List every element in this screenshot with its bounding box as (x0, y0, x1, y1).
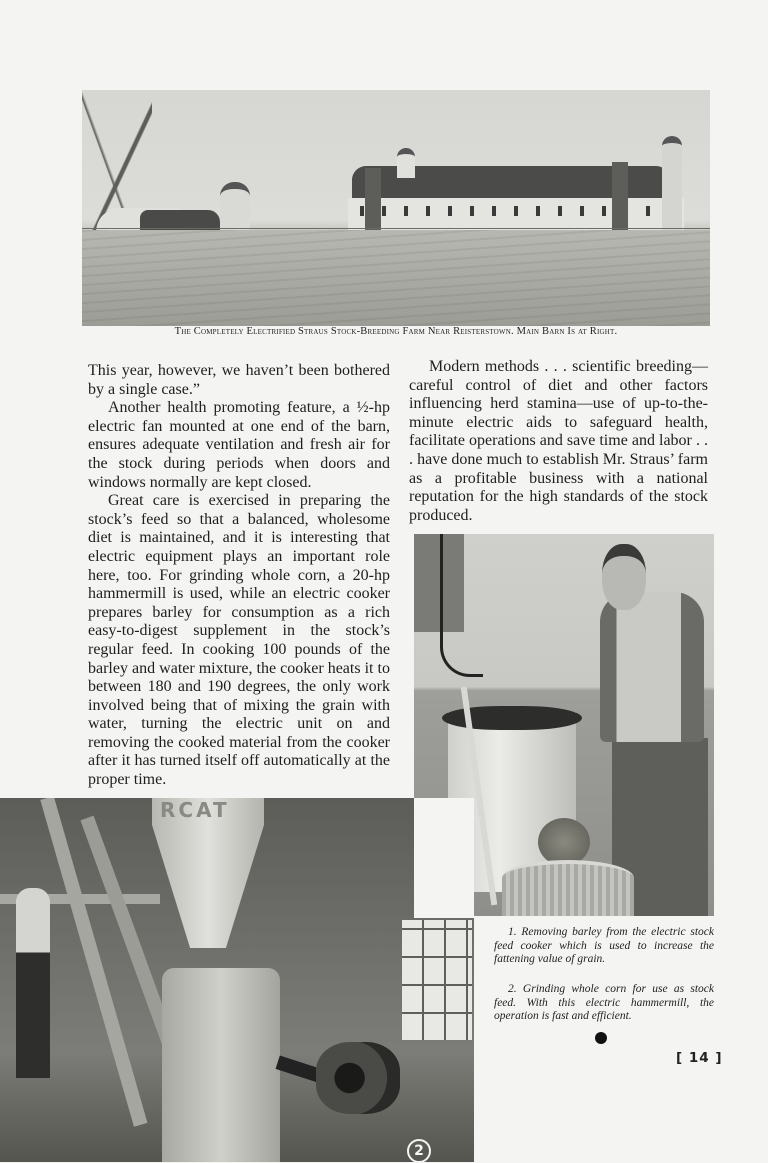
chimney (612, 162, 628, 234)
article-column-left (88, 362, 390, 790)
worker-torso (600, 592, 704, 742)
feed-tub (502, 860, 634, 916)
farm-photo (82, 90, 710, 326)
paragraph: Another health promoting feature, a ½-hp electric fan mounted at one end of the barn, ensures adequate ventilation and fresh air for the stock during periods when doors and windows normally are kept closed. (88, 399, 390, 491)
main-barn-wall (348, 198, 684, 232)
silo (662, 136, 682, 239)
photo-number-badge-1: 1 (443, 866, 467, 890)
field (82, 230, 710, 326)
barn-window (402, 920, 472, 1040)
page-margin (414, 798, 474, 918)
article-column-right (409, 358, 708, 525)
worker-head (602, 544, 646, 610)
power-cable (440, 534, 483, 677)
paragraph: Great care is exercised in preparing the stock’s feed so that a balanced, wholesome diet is maintained, and it is interesting that electric equipment plays an important role here, too. For grinding whole corn, a 20-hp hammermill is used, while an electric cooker prepares barley for consumption as a rich easy-to-digest supplement in the stock’s regular feed. In cooking 100 pounds of the barley and water mixture, the cooker heats it to between 180 and 190 degrees, the only work involved being that of mixing the grain with water, turning the electric unit on and removing the cooked material from the cooker after it has turned itself off automatically at the proper time. (88, 492, 390, 789)
bullet-dot-icon (595, 1032, 607, 1044)
photo-number-badge-2: 2 (407, 1139, 431, 1163)
barley-scoop (538, 818, 590, 866)
hopper-lettering: RCAT (160, 798, 230, 822)
paragraph: Modern methods . . . scientific breeding—careful control of diet and other factors influencing herd stamina—use of up-to-the-minute electric aids to safeguard health, facilitate operations and save time and labor . . . have done much to establish Mr. Straus’ farm as a profitable business with a national reputation for the high standards of the stock produced. (409, 358, 708, 524)
cupola (397, 148, 415, 178)
feed-bag (162, 968, 280, 1162)
page-number: [ 14 ] (676, 1050, 723, 1066)
hammermill-photo (0, 798, 474, 1162)
electric-motor (316, 1042, 400, 1114)
worker (16, 888, 50, 1078)
photo-caption-1: 1. Removing barley from the electric stock feed cooker which is used to increase the fattening value of grain. (494, 926, 714, 965)
photo-caption-2: 2. Grinding whole corn for use as stock feed. With this electric hammermill, the operation is fast and efficient. (494, 983, 714, 1022)
chimney (365, 168, 381, 234)
farm-photo-caption: The Completely Electrified Straus Stock-Breeding Farm Near Reisterstown. Main Barn Is at Right. (174, 326, 618, 337)
paragraph: This year, however, we haven’t been bothered by a single case.” (88, 362, 390, 398)
